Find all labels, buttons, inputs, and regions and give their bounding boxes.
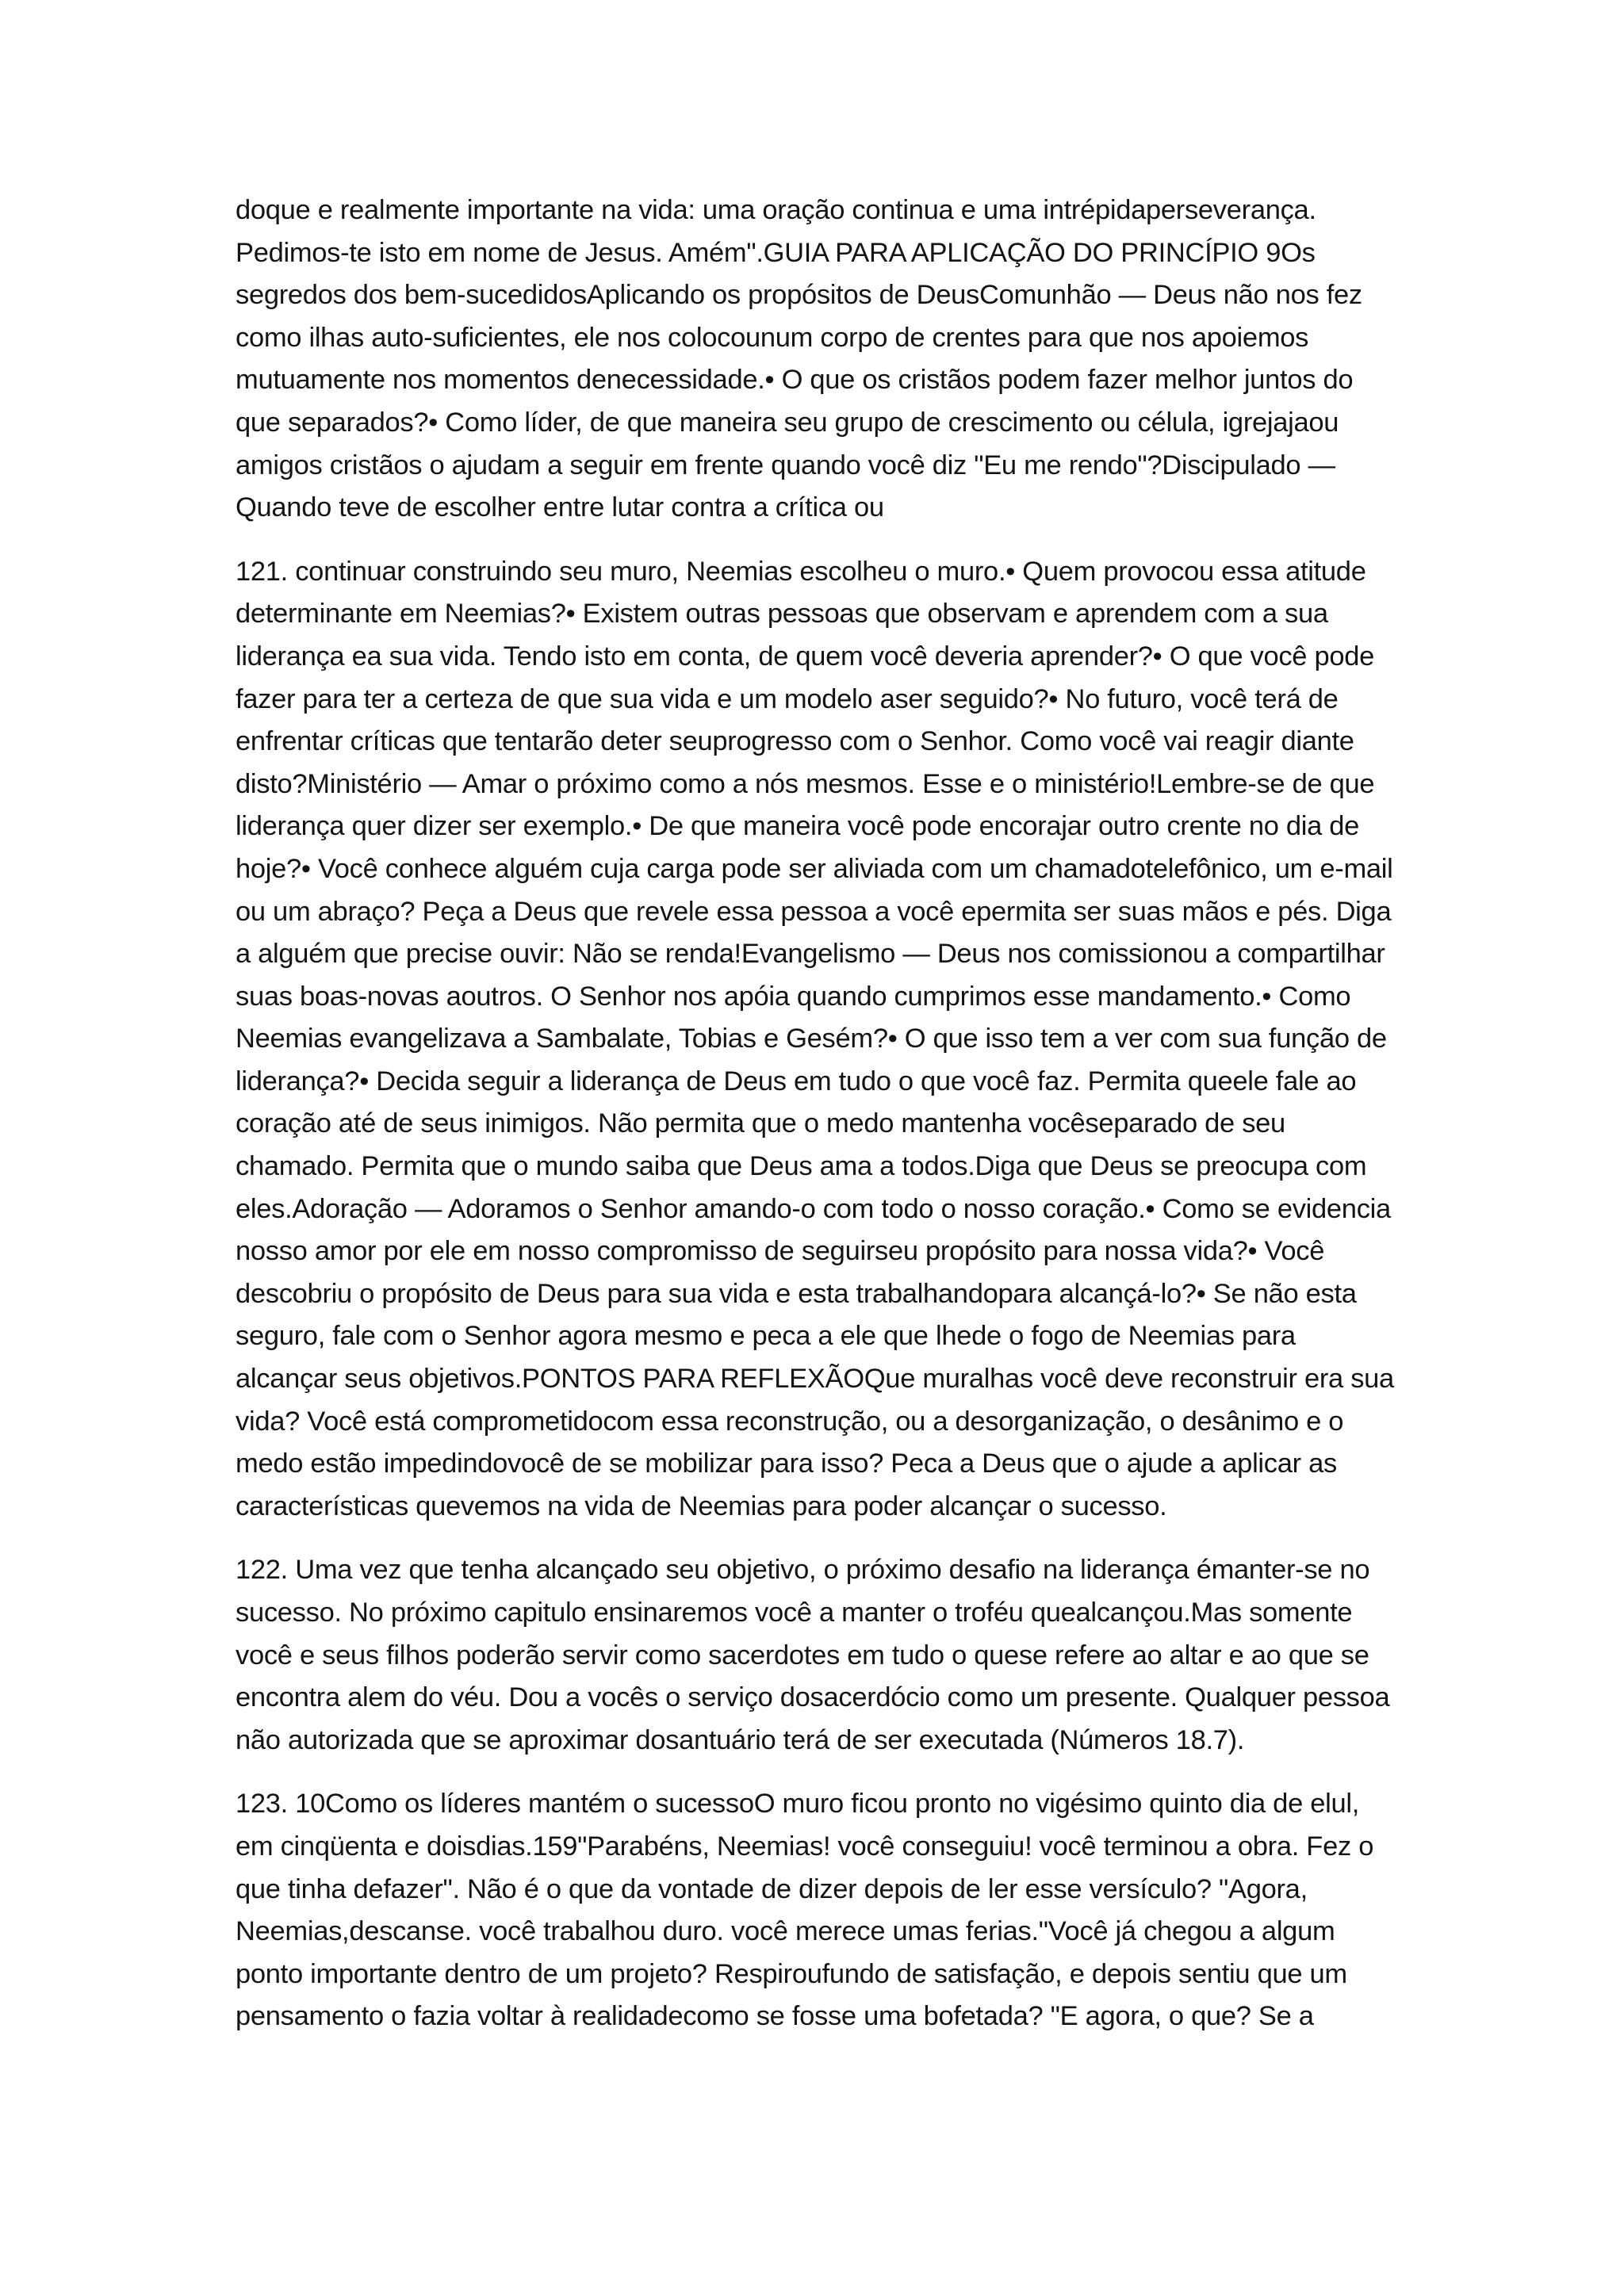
paragraph-guide-intro: doque e realmente importante na vida: uma oração continua e uma intrépidaperseverança. Pedimos-te isto em nome de Jesus. Amém".GUIA PARA APLICAÇÃO DO PRINCÍPIO 9Os segredos dos bem-sucedidosAplicando os propósitos de DeusComunhão — Deus não nos fez como ilhas auto-suficientes, ele nos colocounum corpo de crentes para que nos apoiemos mutuamente nos momentos denecessidade.• O que os cristãos podem fazer melhor juntos do que separados?• Como líder, de que maneira seu grupo de crescimento ou célula, igrejajaou amigos cristãos o ajudam a seguir em frente quando você diz "Eu me rendo"?Discipulado — Quando teve de escolher entre lutar contra a crítica ou <box>236 195 1362 523</box>
paragraph-123: 123. 10Como os líderes mantém o sucessoO muro ficou pronto no vigésimo quinto dia de elul, em cinqüenta e doisdias.159"Parabéns, Neemias! você conseguiu! você terminou a obra. Fez o que tinha defazer". Não é o que da vontade de dizer depois de ler esse versículo? "Agora, Neemias,descanse. você trabalhou duro. você merece umas ferias."Você já chegou a algum ponto importante dentro de um projeto? Respiroufundo de satisfação, e depois sentiu que um pensamento o fazia voltar à realidadecomo se fosse uma bofetada? "E agora, o que? Se a <box>236 1789 1374 2032</box>
paragraph-121: 121. continuar construindo seu muro, Neemias escolheu o muro.• Quem provocou essa atitude determinante em Neemias?• Existem outras pessoas que observam e aprendem com a sua liderança ea sua vida. Tendo isto em conta, de quem você deveria aprender?• O que você pode fazer para ter a certeza de que sua vida e um modelo aser seguido?• No futuro, você terá de enfrentar críticas que tentarão deter seuprogresso com o Senhor. Como você vai reagir diante disto?Ministério — Amar o próximo como a nós mesmos. Esse e o ministério!Lembre-se de que liderança quer dizer ser exemplo.• De que maneira você pode encorajar outro crente no dia de hoje?• Você conhece alguém cuja carga pode ser aliviada com um chamadotelefônico, um e-mail ou um abraço? Peça a Deus que revele essa pessoa a você epermita ser suas mãos e pés. Diga a alguém que precise ouvir: Não se renda!Evangelismo — Deus nos comissionou a compartilhar suas boas-novas aoutros. O Senhor nos apóia quando cumprimos esse mandamento.• Como Neemias evangelizava a Sambalate, Tobias e Gesém?• O que isso tem a ver com sua função de liderança?• Decida seguir a liderança de Deus em tudo o que você faz. Permita queele fale ao coração até de seus inimigos. Não permita que o medo mantenha vocêseparado de seu chamado. Permita que o mundo saiba que Deus ama a todos.Diga que Deus se preocupa com eles.Adoração — Adoramos o Senhor amando-o com todo o nosso coração.• Como se evidencia nosso amor por ele em nosso compromisso de seguirseu propósito para nossa vida?• Você descobriu o propósito de Deus para sua vida e esta trabalhandopara alcançá-lo?• Se não esta seguro, fale com o Senhor agora mesmo e peca a ele que lhede o fogo de Neemias para alcançar seus objetivos.PONTOS PARA REFLEXÃOQue muralhas você deve reconstruir era sua vida? Você está comprometidocom essa reconstrução, ou a desorganização, o desânimo e o medo estão impedindovocê de se mobilizar para isso? Peca a Deus que o ajude a aplicar as características quevemos na vida de Neemias para poder alcançar o sucesso. <box>236 556 1394 1521</box>
paragraph-122: 122. Uma vez que tenha alcançado seu objetivo, o próximo desafio na liderança émanter-se no sucesso. No próximo capitulo ensinaremos você a manter o troféu quealcançou.Mas somente você e seus filhos poderão servir como sacerdotes em tudo o quese refere ao altar e ao que se encontra alem do véu. Dou a vocês o serviço dosacerdócio como um presente. Qualquer pessoa não autorizada que se aproximar dosantuário terá de ser executada (Números 18.7). <box>236 1555 1390 1755</box>
document-page <box>236 189 1403 2060</box>
